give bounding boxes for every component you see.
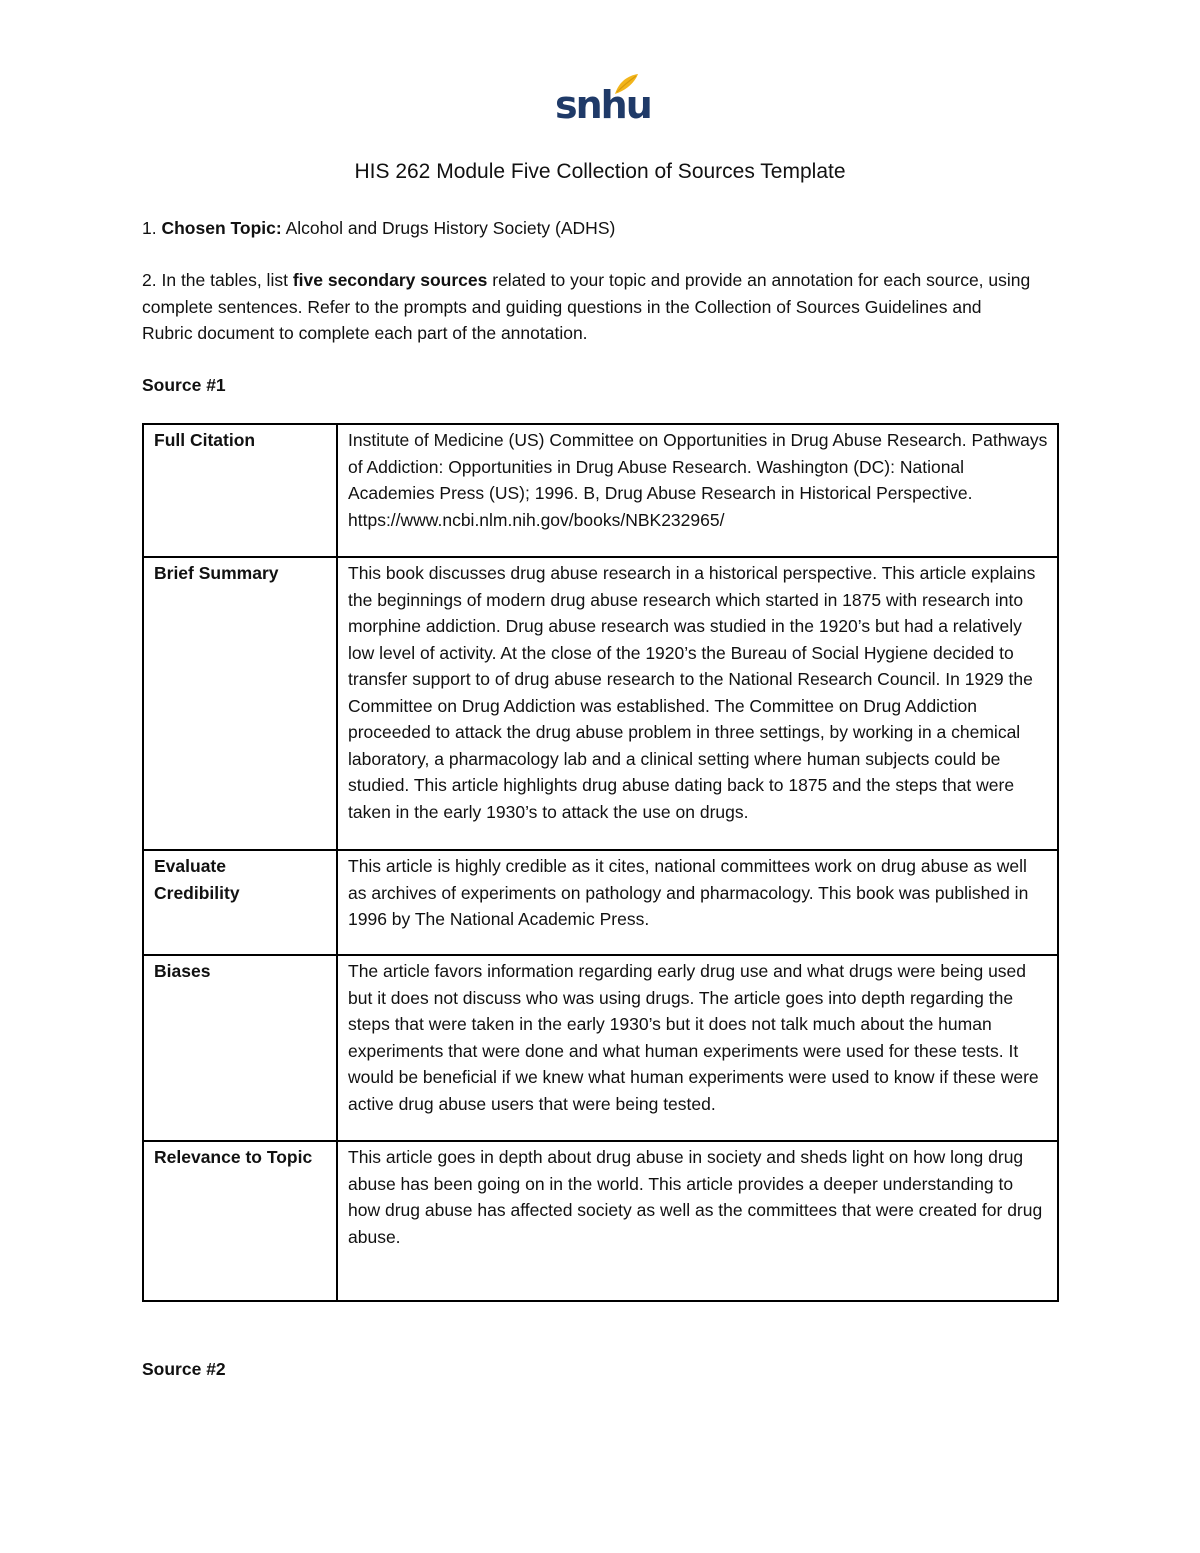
row-content: This article goes in depth about drug abuse in society and sheds light on how long drug abuse has been going on in the world. This article provides a deeper understanding to how drug abuse has affected society as well as the committees that were created for drug abuse.: [337, 1141, 1058, 1301]
page-title: HIS 262 Module Five Collection of Sources Template: [354, 160, 846, 183]
table-row: [143, 850, 1058, 955]
row-content: This book discusses drug abuse research in a historical perspective. This article explains the beginnings of modern drug abuse research which started in 1875 with research into morphine addiction. Drug abuse research was studied in the 1920’s but had a relatively low level of activity. At the close of the 1920’s the Bureau of Social Hygiene decided to transfer support to of drug abuse research to the National Research Council. In 1929 the Committee on Drug Addiction was established. The Committee on Drug Addiction proceeded to attack the drug abuse problem in three settings, by working in a chemical laboratory, a pharmacology lab and a clinical setting where human subjects could be studied. This article highlights drug abuse dating back to 1875 and the steps that were taken in the early 1930’s to attack the use on drugs.: [337, 557, 1058, 850]
row-label: Relevance to Topic: [143, 1141, 337, 1301]
citation-text: Institute of Medicine (US) Committee on Opportunities in Drug Abuse Research. Pathways of Addiction: Opportunities in Drug Abuse Research. Washington (DC): National Academies Press (US); 1996. B, Drug Abuse Research in Historical Perspective.: [348, 430, 1048, 503]
source-1-heading: Source #1: [142, 375, 226, 395]
topic-value: Alcohol and Drugs History Society (ADHS): [285, 218, 616, 238]
row-label: Full Citation: [143, 424, 337, 557]
row-label: Evaluate Credibility: [143, 850, 337, 955]
table-row: [143, 1141, 1058, 1301]
table-row: [143, 424, 1058, 557]
table-row: [143, 557, 1058, 850]
chosen-topic-line: [142, 215, 1042, 242]
citation-url: https://www.ncbi.nlm.nih.gov/books/NBK232965/: [348, 509, 725, 530]
row-label: Biases: [143, 955, 337, 1141]
topic-label: Chosen Topic:: [161, 218, 282, 238]
instructions-suffix: related to your topic and provide an annotation for each source, using complete sentences. Refer to the prompts and guiding questions in the Collection of Sources Guidelines and Rubric document to complete each part of the annotation.: [142, 270, 1031, 343]
instructions-prefix: In the tables, list: [161, 270, 288, 290]
source-1-table: [142, 423, 1059, 1302]
instructions-number: 2.: [142, 270, 157, 290]
row-label: Brief Summary: [143, 557, 337, 850]
logo-text: snhu: [555, 83, 651, 127]
source-2-heading: Source #2: [142, 1359, 226, 1379]
topic-number: 1.: [142, 218, 157, 238]
instructions-paragraph: [142, 267, 1032, 347]
row-content: [337, 424, 1058, 557]
row-content: The article favors information regarding early drug use and what drugs were being used but it does not discuss who was using drugs. The article goes into depth regarding the steps that were taken in the early 1930’s but it does not talk much about the human experiments that were done and what human experiments were used for these tests. It would be beneficial if we knew what human experiments were used to know if these were active drug abuse users that were being tested.: [337, 955, 1058, 1141]
table-row: [143, 955, 1058, 1141]
snhu-logo: [555, 72, 651, 134]
instructions-emphasis: five secondary sources: [292, 270, 488, 290]
row-content: This article is highly credible as it cites, national committees work on drug abuse as well as archives of experiments on pathology and pharmacology. This book was published in 1996 by The National Academic Press.: [337, 850, 1058, 955]
